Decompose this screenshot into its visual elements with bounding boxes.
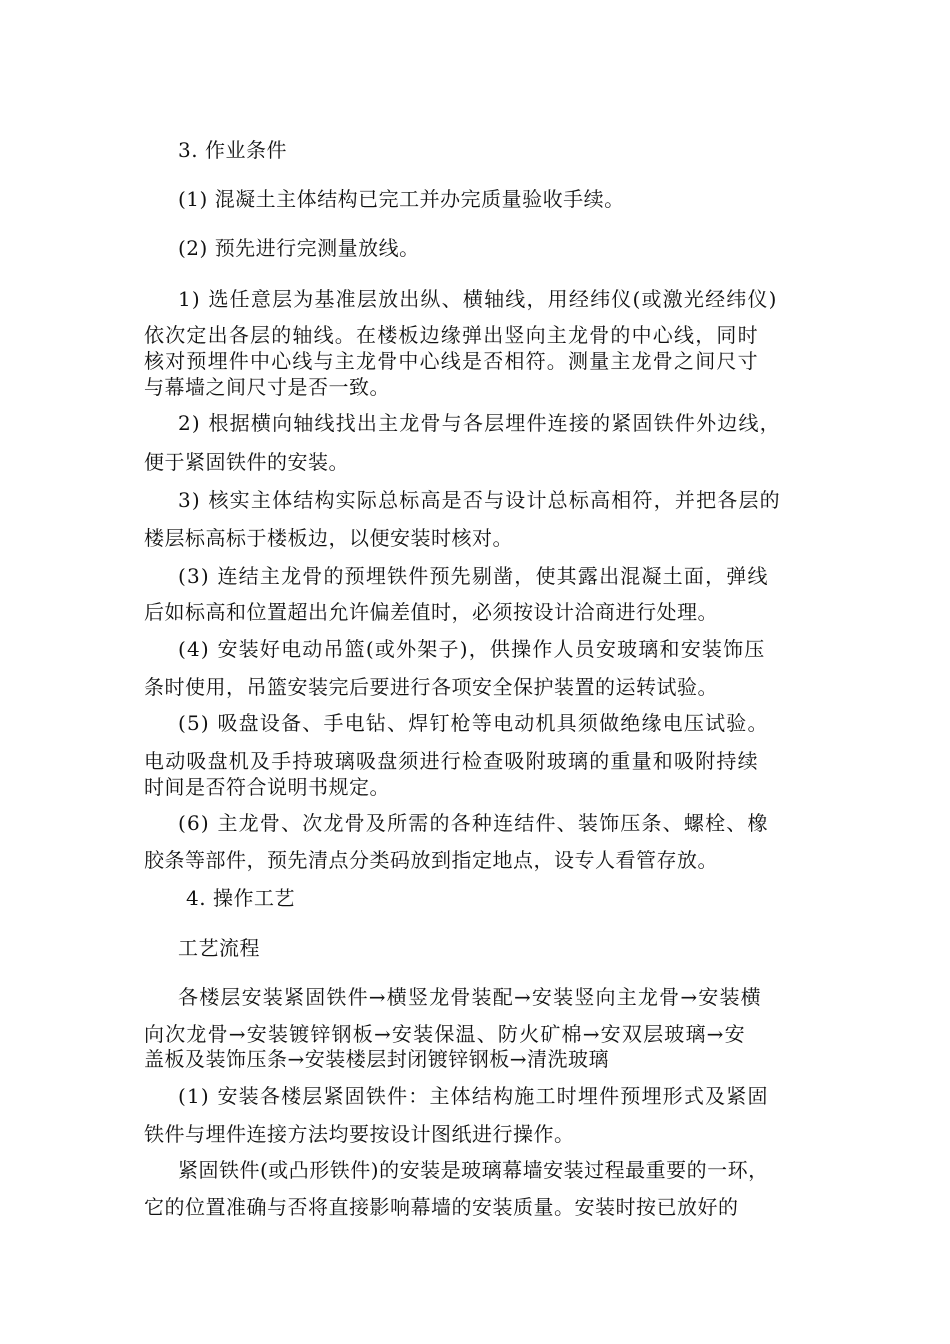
section-heading-work-conditions: 3. 作业条件 bbox=[178, 138, 287, 162]
paragraph-line: 2) 根据横向轴线找出主龙骨与各层埋件连接的紧固铁件外边线， bbox=[178, 411, 781, 435]
paragraph-line: 胶条等部件，预先清点分类码放到指定地点，设专人看管存放。 bbox=[144, 848, 718, 872]
paragraph-line: 铁件与埋件连接方法均要按设计图纸进行操作。 bbox=[144, 1122, 575, 1146]
paragraph-line: (4) 安装好电动吊篮(或外架子)，供操作人员安玻璃和安装饰压 bbox=[178, 637, 766, 661]
paragraph-line: 时间是否符合说明书规定。 bbox=[144, 775, 390, 799]
paragraph-line: 后如标高和位置超出允许偏差值时，必须按设计洽商进行处理。 bbox=[144, 600, 718, 624]
paragraph-line: 盖板及装饰压条→安装楼层封闭镀锌钢板→清洗玻璃 bbox=[144, 1047, 610, 1071]
paragraph-line: (1) 混凝土主体结构已完工并办完质量验收手续。 bbox=[178, 187, 625, 211]
paragraph-line: 核对预埋件中心线与主龙骨中心线是否相符。测量主龙骨之间尺寸 bbox=[144, 349, 759, 373]
paragraph-line: 1) 选任意层为基准层放出纵、横轴线，用经纬仪(或激光经纬仪) bbox=[178, 287, 778, 311]
paragraph-line: 紧固铁件(或凸形铁件)的安装是玻璃幕墙安装过程最重要的一环， bbox=[178, 1158, 769, 1182]
paragraph-line: 它的位置准确与否将直接影响幕墙的安装质量。安装时按已放好的 bbox=[144, 1195, 739, 1219]
paragraph-line: (2) 预先进行完测量放线。 bbox=[178, 236, 420, 260]
section-heading-operation-process: 4. 操作工艺 bbox=[186, 886, 295, 910]
paragraph-line: 向次龙骨→安装镀锌钢板→安装保温、防火矿棉→安双层玻璃→安 bbox=[144, 1022, 746, 1046]
paragraph-line: 条时使用，吊篮安装完后要进行各项安全保护装置的运转试验。 bbox=[144, 675, 718, 699]
paragraph-line: 3) 核实主体结构实际总标高是否与设计总标高相符，并把各层的 bbox=[178, 488, 781, 512]
paragraph-line: (6) 主龙骨、次龙骨及所需的各种连结件、装饰压条、螺栓、橡 bbox=[178, 811, 769, 835]
paragraph-line: 各楼层安装紧固铁件→横竖龙骨装配→安装竖向主龙骨→安装横 bbox=[178, 985, 762, 1009]
paragraph-line: 便于紧固铁件的安装。 bbox=[144, 450, 349, 474]
paragraph-line: (5) 吸盘设备、手电钻、焊钉枪等电动机具须做绝缘电压试验。 bbox=[178, 711, 769, 735]
paragraph-line: 楼层标高标于楼板边，以便安装时核对。 bbox=[144, 526, 513, 550]
paragraph-line: 依次定出各层的轴线。在楼板边缘弹出竖向主龙骨的中心线，同时 bbox=[144, 323, 759, 347]
paragraph-line: (3) 连结主龙骨的预埋铁件预先剔凿，使其露出混凝土面，弹线 bbox=[178, 564, 769, 588]
paragraph-line: 电动吸盘机及手持玻璃吸盘须进行检查吸附玻璃的重量和吸附持续 bbox=[144, 749, 759, 773]
paragraph-line: (1) 安装各楼层紧固铁件：主体结构施工时埋件预埋形式及紧固 bbox=[178, 1084, 769, 1108]
paragraph-line: 与幕墙之间尺寸是否一致。 bbox=[144, 375, 390, 399]
subheading-process-flow: 工艺流程 bbox=[178, 936, 260, 960]
